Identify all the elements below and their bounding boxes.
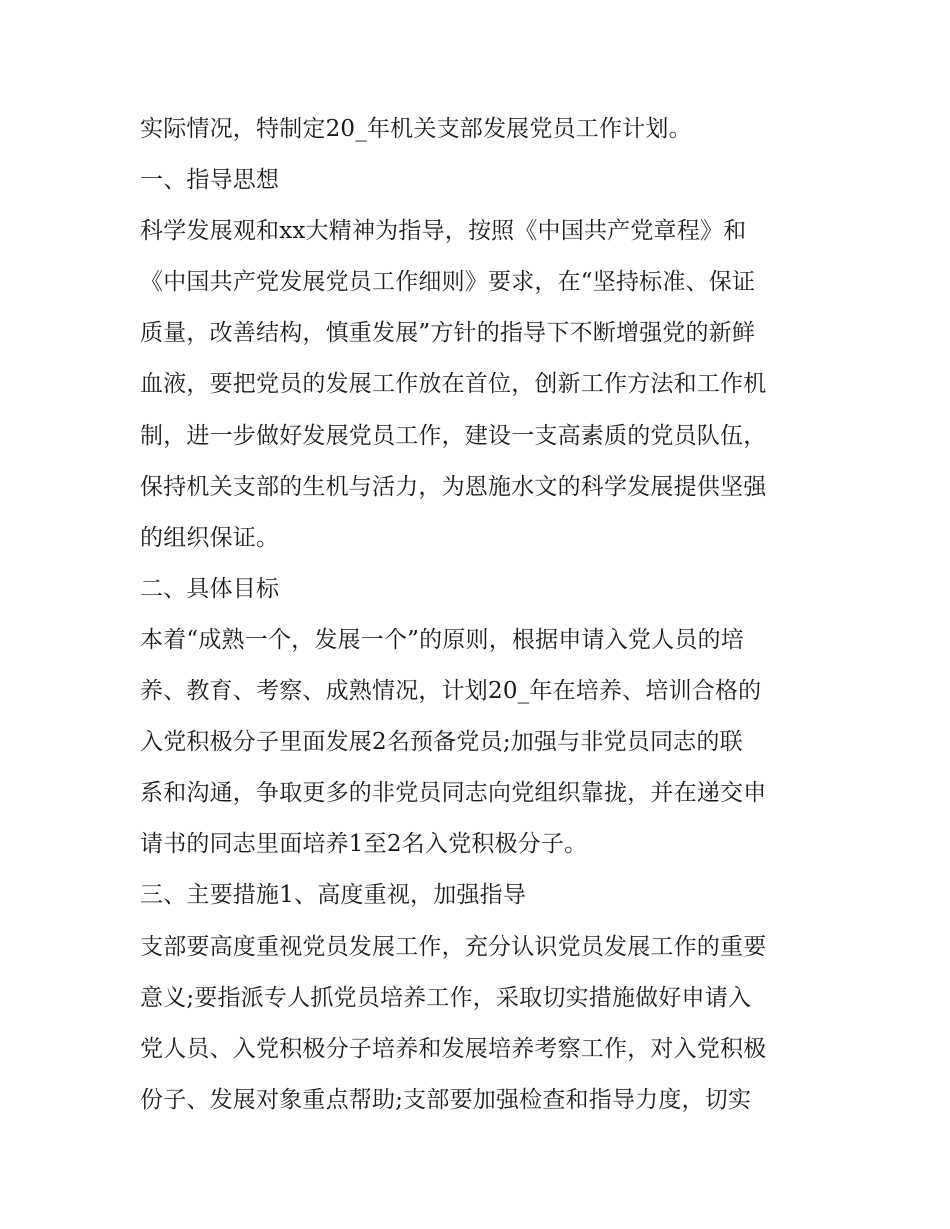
text-line: 血液，要把党员的发展工作放在首位，创新工作方法和工作机 (140, 371, 767, 398)
section-heading: 一、指导思想 (140, 167, 280, 194)
section-heading: 二、具体目标 (140, 575, 280, 602)
text-line: 本着“成熟一个，发展一个”的原则，根据申请入党人员的培 (140, 626, 744, 653)
text-line: 支部要高度重视党员发展工作，充分认识党员发展工作的重要 (140, 933, 767, 960)
text-line: 份子、发展对象重点帮助;支部要加强检查和指导力度，切实 (140, 1086, 752, 1113)
text-line: 养、教育、考察、成熟情况，计划20_年在培养、培训合格的 (140, 678, 762, 705)
section-heading: 三、主要措施1、高度重视，加强指导 (140, 882, 527, 909)
text-line: 质量，改善结构，慎重发展”方针的指导下不断增强党的新鲜 (140, 320, 756, 347)
text-line: 入党积极分子里面发展2名预备党员;加强与非党员同志的联 (140, 729, 743, 756)
text-line: 党人员、入党积极分子培养和发展培养考察工作，对入党积极 (140, 1035, 767, 1062)
text-line: 请书的同志里面培养1至2名入党积极分子。 (140, 831, 588, 858)
text-line: 的组织保证。 (140, 524, 280, 551)
text-line: 科学发展观和xx大精神为指导，按照《中国共产党章程》和 (140, 218, 747, 245)
text-line: 制，进一步做好发展党员工作，建设一支高素质的党员队伍， (140, 422, 767, 449)
text-line: 意义;要指派专人抓党员培养工作，采取切实措施做好申请入 (140, 984, 752, 1011)
text-line: 《中国共产党发展党员工作细则》要求，在“坚持标准、保证 (140, 269, 756, 296)
text-line: 系和沟通，争取更多的非党员同志向党组织靠拢，并在递交申 (140, 780, 767, 807)
text-line: 实际情况，特制定20_年机关支部发展党员工作计划。 (140, 116, 692, 142)
document-body (140, 104, 820, 1126)
text-line: 保持机关支部的生机与活力，为恩施水文的科学发展提供坚强 (140, 473, 767, 500)
